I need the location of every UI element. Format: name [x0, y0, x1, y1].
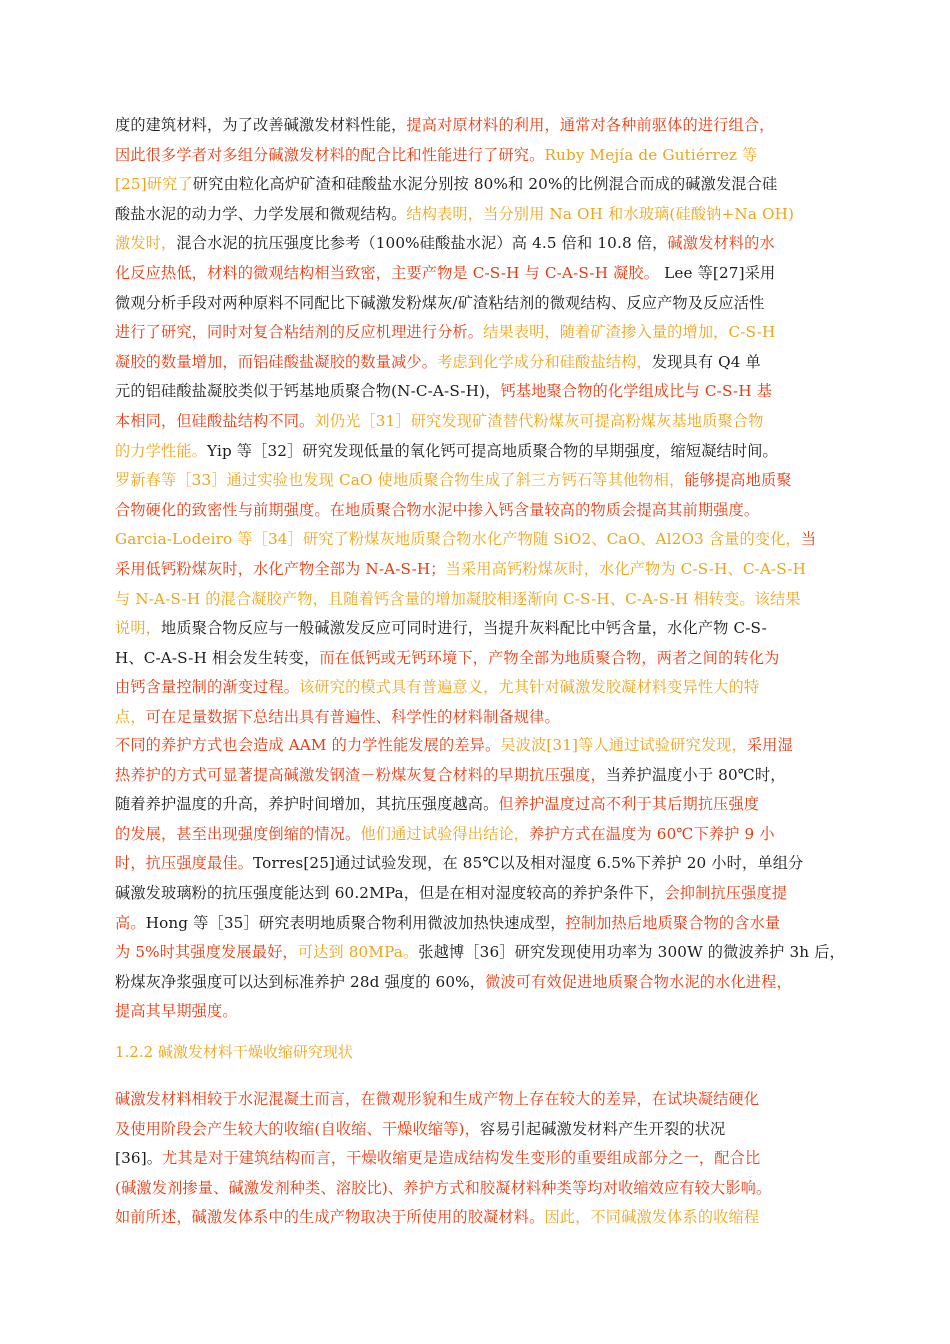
text-run: 但养护温度过高不利于其后期抗压强度	[498, 795, 760, 814]
text-line	[115, 731, 845, 761]
text-line	[115, 614, 845, 644]
text-line	[115, 761, 845, 791]
text-run: 激发时，	[115, 234, 177, 253]
text-run: 热养护的方式可显著提高碱激发钢渣－粉煤灰复合材料的早期抗压强度，	[115, 765, 606, 784]
text-run: 混合水泥的抗压强度比参考（100%硅酸盐水泥）高 4.5 倍和 10.8 倍，	[176, 234, 668, 253]
text-run: Torres[25]通过试验发现，在 85℃以及相对湿度 6.5%下养护 20 小时，单组分	[253, 854, 804, 873]
text-run: 碱激发材料相较于水泥混凝土而言，在微观形貌和生成产物上存在较大的差异，在试块凝结硬化	[115, 1090, 760, 1108]
text-line	[115, 1085, 845, 1115]
text-run: 随着养护温度的升高，养护时间增加，其抗压强度越高。	[115, 795, 499, 814]
text-run: 可在足量数据下总结出具有普遍性、科学性的材料制备规律。	[145, 707, 560, 726]
text-run: 粉煤灰净浆强度可以达到标准养护 28d 强度的 60%，	[115, 972, 486, 991]
text-run: 高。	[115, 913, 146, 932]
text-line	[115, 466, 845, 496]
text-line	[115, 229, 845, 259]
text-run: 微波可有效促进地质聚合物水泥的水化进程，	[485, 972, 792, 991]
text-run: 会抑制抗压强度提	[664, 883, 788, 902]
text-run: 控制加热后地质聚合物的含水量	[565, 913, 781, 932]
text-run: 钙基地聚合物的化学组成比与 C-S-H 基	[500, 382, 773, 401]
text-run: (碱激发剂掺量、碱激发剂种类、溶胶比)、养护方式和胶凝材料种类等均对收缩效应有较大影响。	[115, 1178, 772, 1197]
text-line	[115, 703, 845, 733]
text-line	[115, 1203, 845, 1233]
text-run: 及使用阶段会产生较大的收缩(自收缩、干燥收缩等)，	[115, 1119, 480, 1138]
text-line	[115, 585, 845, 615]
text-line	[115, 200, 845, 230]
text-line	[115, 170, 845, 200]
text-run: 进行了研究，同时对复合粘结剂的反应机理进行分析。	[115, 323, 484, 342]
text-run: 化反应热低，材料的微观结构相当致密，主要产物是 C-S-H 与 C-A-S-H 凝胶。	[115, 263, 660, 282]
text-run: 容易引起碱激发材料产生开裂的状况	[479, 1119, 726, 1138]
paragraph-geopolymer-composition	[115, 111, 845, 732]
text-run: 尤其是对于建筑结构而言，干燥收缩更是造成结构发生变形的重要组成部分之一，配合比	[162, 1149, 761, 1168]
text-run: Lee 等[27]采用	[659, 263, 776, 282]
paragraph-drying-shrinkage	[115, 1085, 845, 1233]
text-run: [36]。	[115, 1149, 163, 1168]
text-line	[115, 407, 845, 437]
text-line	[115, 496, 845, 526]
text-run: 该研究的模式具有普遍意义，尤其针对碱激发胶凝材料变异性大的特	[299, 678, 760, 697]
text-run: Ruby Mejía de Gutiérrez 等	[544, 145, 758, 164]
text-run: 采用湿	[746, 736, 793, 754]
text-line	[115, 111, 845, 141]
text-line	[115, 289, 845, 319]
text-run: 如前所述，碱激发体系中的生成产物取决于所使用的胶凝材料。	[115, 1208, 545, 1227]
text-line	[115, 849, 845, 879]
text-run: 结构表明，当分别用 Na OH 和水玻璃(硅酸钠+Na OH)	[406, 204, 795, 223]
text-run: 当养护温度小于 80℃时，	[605, 765, 786, 784]
text-line	[115, 938, 845, 968]
text-run: 合物硬化的致密性与前期强度。在地质聚合物水泥中掺入钙含量较高的物质会提高其前期强度。	[115, 500, 760, 519]
text-line	[115, 820, 845, 850]
text-run: 因此，不同碱激发体系的收缩程	[544, 1208, 760, 1227]
text-run: 元的铝硅酸盐凝胶类似于钙基地质聚合物(N-C-A-S-H)，	[115, 382, 501, 401]
text-line	[115, 318, 845, 348]
text-run: 因此很多学者对多组分碱激发材料的配合比和性能进行了研究。	[115, 145, 545, 164]
text-run: 采用低钙粉煤灰时，水化产物全部为 N-A-S-H；	[115, 559, 446, 578]
text-run: 时，抗压强度最佳。	[115, 854, 254, 873]
text-run: Garcia-Lodeiro 等［34］研究了粉煤灰地质聚合物水化产物随 SiO2、CaO、Al2O3 含量的变化，	[115, 530, 801, 549]
text-run: 而在低钙或无钙环境下，产物全部为地质聚合物，两者之间的转化为	[319, 648, 780, 667]
text-line	[115, 968, 845, 998]
text-run: 当	[800, 530, 817, 549]
text-run: 能够提高地质聚	[684, 471, 792, 490]
text-run: 碱激发玻璃粉的抗压强度能达到 60.2MPa，但是在相对湿度较高的养护条件下，	[115, 883, 665, 902]
text-run: 的力学性能。	[115, 441, 208, 460]
text-line	[115, 644, 845, 674]
text-run: 他们通过试验得出结论，	[360, 824, 530, 843]
text-run: 说明，	[115, 619, 162, 638]
text-run: 养护方式在温度为 60℃下养护 9 小	[529, 824, 775, 843]
text-run: 点，	[115, 707, 146, 726]
text-run: 结果表明，随着矿渣掺入量的增加，C-S-H	[483, 323, 776, 342]
text-line	[115, 1144, 845, 1174]
text-run: 不同的养护方式也会造成 AAM 的力学性能发展的差异。	[115, 736, 501, 754]
text-run: 的发展，甚至出现强度倒缩的情况。	[115, 824, 361, 843]
text-run: 地质聚合物反应与一般碱激发反应可同时进行，当提升灰料配比中钙含量，水化产物 C-S-	[161, 619, 767, 638]
text-line	[115, 141, 845, 171]
text-run: 提高对原材料的利用，通常对各种前驱体的进行组合，	[406, 116, 775, 134]
text-line	[115, 259, 845, 289]
text-run: 微观分析手段对两种原料不同配比下碱激发粉煤灰/矿渣粘结剂的微观结构、反应产物及反应活性	[115, 293, 765, 312]
section-heading: 1.2.2 碱激发材料干燥收缩研究现状	[115, 1043, 353, 1061]
text-run: 刘仍光［31］研究发现矿渣替代粉煤灰可提高粉煤灰基地质聚合物	[314, 411, 764, 430]
text-line	[115, 1115, 845, 1145]
text-run: 酸盐水泥的动力学、力学发展和微观结构。	[115, 204, 407, 223]
text-run: [25]研究了	[115, 175, 193, 194]
text-line	[115, 348, 845, 378]
text-line	[115, 997, 845, 1027]
text-run: 凝胶的数量增加，而铝硅酸盐凝胶的数量减少。	[115, 352, 438, 371]
text-run: 罗新春等［33］通过实验也发现 CaO 使地质聚合物生成了斜三方钙石等其他物相，	[115, 471, 685, 490]
text-run: 发现具有 Q4 单	[651, 352, 761, 371]
text-line	[115, 377, 845, 407]
text-line	[115, 437, 845, 467]
text-line	[115, 909, 845, 939]
text-run: Yip 等［32］研究发现低量的氧化钙可提高地质聚合物的早期强度，缩短凝结时间。	[207, 441, 778, 460]
text-run: 与 N-A-S-H 的混合凝胶产物，且随着钙含量的增加凝胶相逐渐向 C-S-H、C-A-S-H 相转变。该结果	[115, 589, 801, 608]
text-run: 可达到 80MPa。	[297, 943, 419, 962]
paragraph-curing-methods	[115, 731, 845, 1027]
text-line	[115, 525, 845, 555]
text-run: 度的建筑材料，为了改善碱激发材料性能，	[115, 116, 407, 134]
text-run: H、C-A-S-H 相会发生转变，	[115, 648, 320, 667]
text-run: 碱激发材料的水	[667, 234, 775, 253]
text-line	[115, 790, 845, 820]
text-run: 考虑到化学成分和硅酸盐结构，	[437, 352, 652, 371]
text-line	[115, 555, 845, 585]
text-run: Hong 等［35］研究表明地质聚合物利用微波加热快速成型，	[145, 913, 566, 932]
text-line	[115, 879, 845, 909]
text-run: 研究由粒化高炉矿渣和硅酸盐水泥分别按 80%和 20%的比例混合而成的碱激发混合硅	[192, 175, 778, 194]
text-run: 吴波波[31]等人通过试验研究发现，	[500, 736, 747, 754]
text-line	[115, 1174, 845, 1204]
text-run: 本相同，但硅酸盐结构不同。	[115, 411, 315, 430]
text-run: 提高其早期强度。	[115, 1002, 238, 1021]
text-run: 由钙含量控制的渐变过程。	[115, 678, 300, 697]
text-run: 当采用高钙粉煤灰时，水化产物为 C-S-H、C-A-S-H	[445, 559, 807, 578]
text-run: 张越博［36］研究发现使用功率为 300W 的微波养护 3h 后，	[418, 943, 845, 962]
text-line	[115, 673, 845, 703]
text-run: 为 5%时其强度发展最好，	[115, 943, 298, 962]
